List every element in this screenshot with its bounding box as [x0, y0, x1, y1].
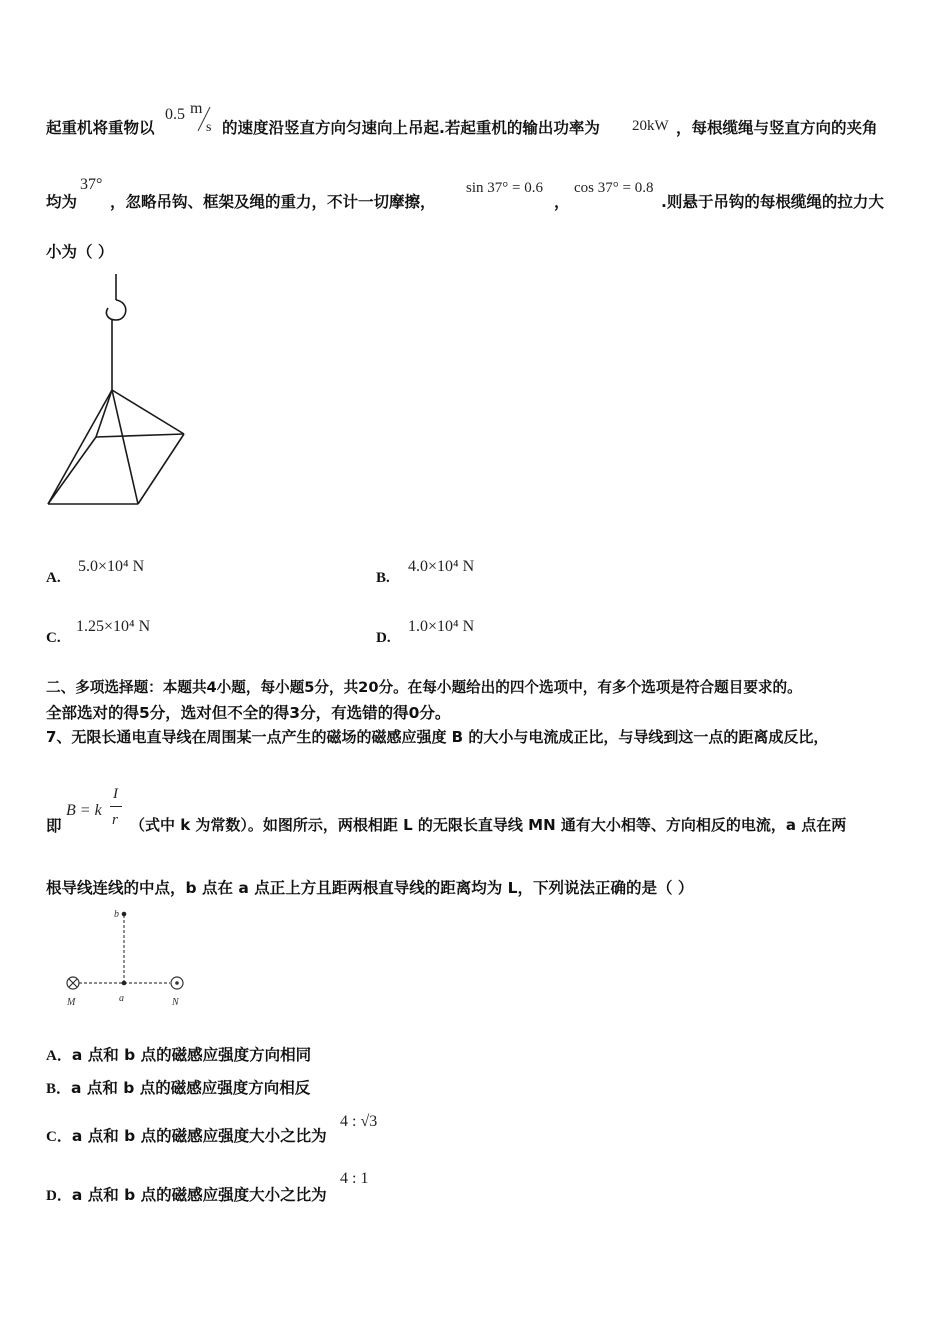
- q7-option-d[interactable]: [46, 1183, 327, 1205]
- q7-line2-a: 即: [46, 817, 62, 835]
- q7-line3: 根导线连线的中点，b 点在 a 点正上方且距两根直导线的距离均为 L，下列说法正确的是（ ）: [46, 879, 694, 897]
- point-a: [122, 981, 127, 986]
- q7-option-d-ratio: 4 : 1: [340, 1170, 369, 1187]
- q6-option-c-label[interactable]: C.: [46, 630, 61, 646]
- q7-formula-numerator: I: [113, 786, 118, 802]
- q6-speed-unit-bottom: s: [206, 120, 212, 135]
- q7-option-c-text: a 点和 b 点的磁感应强度大小之比为: [71, 1127, 327, 1145]
- q7-formula-lhs: B = k: [66, 802, 102, 819]
- q6-line2-a: 均为: [46, 193, 78, 211]
- q7-option-a[interactable]: [46, 1043, 311, 1065]
- q6-option-d-label[interactable]: D.: [376, 630, 391, 646]
- q6-option-d-value[interactable]: 1.0×10⁴ N: [408, 618, 475, 635]
- q6-option-b-label[interactable]: B.: [376, 570, 390, 586]
- q6-line2-c: .则悬于吊钩的每根缆绳的拉力大: [661, 193, 884, 211]
- label-m: M: [67, 997, 76, 1008]
- cable-front: [112, 390, 138, 504]
- q6-option-a-label[interactable]: A.: [46, 570, 61, 586]
- q6-line2-comma: ，: [554, 193, 570, 211]
- label-n: N: [172, 997, 179, 1008]
- q6-option-b-value[interactable]: 4.0×10⁴ N: [408, 558, 475, 575]
- q6-line3: 小为（ ）: [46, 243, 114, 261]
- frame-left: [48, 437, 96, 504]
- cable-right: [112, 390, 184, 434]
- section2-heading-line2: 全部选对的得5分，选对但不全的得3分，有选错的得0分。: [46, 704, 451, 722]
- q6-line1-b: 的速度沿竖直方向匀速向上吊起.若起重机的输出功率为: [222, 119, 600, 137]
- q6-line1-a: 起重机将重物以: [46, 119, 155, 137]
- q7-line1: 7、无限长通电直导线在周围某一点产生的磁场的磁感应强度 B 的大小与电流成正比，与导线到这一点的距离成反比，: [46, 728, 829, 746]
- q6-sin: sin 37° = 0.6: [466, 180, 543, 196]
- q6-angle: 37°: [80, 176, 103, 193]
- wire-m-into-page-icon: [67, 977, 79, 989]
- section2-heading-line1: 二、多项选择题：本题共4小题，每小题5分，共20分。在每小题给出的四个选项中，有多个选项是符合题目要求的。: [46, 679, 802, 696]
- q6-option-a-value[interactable]: 5.0×10⁴ N: [78, 558, 145, 575]
- q7-option-b[interactable]: [46, 1076, 310, 1098]
- q7-option-d-text: a 点和 b 点的磁感应强度大小之比为: [71, 1186, 327, 1204]
- q7-option-b-text: a 点和 b 点的磁感应强度方向相反: [71, 1079, 311, 1097]
- q7-option-b-label: B．: [46, 1081, 72, 1097]
- q7-formula-denominator: r: [112, 812, 118, 828]
- frame-right: [138, 434, 184, 504]
- q6-option-c-value[interactable]: 1.25×10⁴ N: [76, 618, 151, 635]
- q6-cos: cos 37° = 0.8: [574, 180, 654, 196]
- q7-option-c-ratio: 4 : √3: [340, 1113, 378, 1130]
- q6-speed-value: 0.5: [165, 106, 185, 123]
- q7-line2-b: （式中 k 为常数）。如图所示，两根相距 L 的无限长直导线 MN 通有大小相等、方向相反的电流，a 点在两: [130, 816, 847, 834]
- frame-back: [96, 434, 184, 437]
- q7-option-a-label: A．: [46, 1048, 72, 1064]
- label-b: b: [114, 909, 119, 920]
- q6-speed-unit-top: m: [190, 100, 203, 117]
- label-a: a: [119, 993, 124, 1004]
- q7-option-d-label: D．: [46, 1188, 72, 1204]
- point-b: [122, 912, 127, 917]
- wire-n-out-of-page-icon: [171, 977, 183, 989]
- crane-hook-figure: [40, 272, 200, 517]
- cable-left: [48, 390, 112, 504]
- q7-option-c[interactable]: [46, 1124, 327, 1146]
- q6-line1-c: ，每根缆绳与竖直方向的夹角: [676, 119, 878, 137]
- hook-curve: [106, 300, 125, 320]
- q7-formula-bar: [110, 806, 122, 807]
- q7-option-a-text: a 点和 b 点的磁感应强度方向相同: [71, 1046, 312, 1064]
- q6-line2-b: ，忽略吊钩、框架及绳的重力，不计一切摩擦，: [110, 193, 436, 211]
- q7-wires-figure: [60, 905, 190, 1010]
- q6-power: 20kW: [632, 118, 669, 134]
- q7-option-c-label: C．: [46, 1129, 72, 1145]
